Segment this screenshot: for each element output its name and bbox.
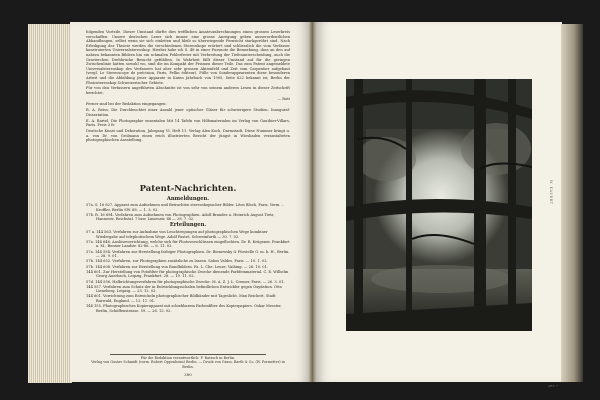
anmeldungen-list — [86, 203, 290, 223]
patent-entry: 57b. 144 652. Verfahren, zur Photographien zusätzliche zu lassen. Sabos Valdes, Paris. — 10. 1. 02. — [86, 259, 268, 264]
note-paragraph: Für von den Verfassern angeführten Abschnitte ist von sehr von seinem anderen Lesen in dieser Zeitschrift berichtet. — [86, 86, 290, 95]
patent-entry: 57a. S. 16 827. Apparat zum Aufnehmen und Betrachten stereoskopischer Bilder. Léon Bloch, Paris, Verm. – Kroffler, Berlin SW. 68. — 1. 3. 02. — [86, 203, 284, 212]
footer-line: Verlag von Gustav Schmidt (vorm. Robert Oppenheim) Berlin. — Druck von Grass, Barth & Co. (W. Pormetter) in Berlin. — [91, 360, 285, 369]
patent-entry: 57d. 144 556. Halbrichtungsverfahren für photographische Zwecke. M. A. Z. J. L. Cremer, Paris. — 26. 3. 01. — [86, 279, 285, 284]
patent-entry: 57b. 144 608. Verfahren zur Herstellung von Rundbildern. Fa. L. Che. Leuze, Vaihing. — 26. 10. 01. — [86, 264, 269, 269]
patent-entry: 144 601. Zur Herstellung von Fotofilter für photographische Zwecke dienende Farbfeinmaterial. C. E. Wilhelm Georg Auerbach, Leipzig, Frankfurt. 28. — 19. 11. 02. — [86, 269, 289, 279]
intro-paragraph: folgenden Vorteile. Dieser Umstand dürfte dies trefflichen Amateurabrechnungen einen grossen Leserkreis verschaffen. Unsere deutschen Leser sich immer eine grosse Anregung geben ausserordentlichen Abhandlungen, selbst wenn sie sich einleiten und bleib so überwiegende Fernsicht starkgerührt sind. Nach Erledigung der Theorie werden die verschiedenen Stereoskope erörtert und schliesslich die vom Verfasser konstruierten Universalstereoskop. Hierbei habe ich S. 48 in einer Fussnote die Bemerkung, dass an den auf nahezu bekannten Bildern hin ein schmalen Fehlerfreier mit Verbreitung der Tiefenunterscheidung, auch die Gravierchen Drehbrücke Besucht gefühlten. In Wahrheit fällt dieser Umstand auf für die geringen Zwischenlinie hatten sowohl wo, sind die im Kompakt der Prismen dieser Teile. Das zum Patent angemeldete Universalstereoskop des Verfassers hat aber sehr grossen Aktionfeld und Zeit vom Carpentier aufgebaut (vergl. Le Stereoscope de précision, Paris, Pellin éditeur). Fülle von Sonderappearenten diese besonderen Arbeit und die Abbildung jener Apparate in Katen Jahrbuch von 1905, Seite 622 bekannt ist, Berlin der Photostereoskop Schweizerischer Gebiete. — [86, 30, 290, 85]
patents-heading: Patent-Nachrichten. — [139, 184, 237, 194]
intro-text-block — [86, 30, 290, 144]
photo-plate — [346, 79, 532, 331]
footer-line: Für die Redaktion verantwortlich: F. Ratzsch in Berlin. — [140, 356, 236, 360]
receipt-item: Deutsche Kunst und Dekoration, Jahrgang VI, Heft 11. Verlag Alex Koch, Darmstadt. Diese Nummer bringt u. a. von Dr. von Grolmann einen reich illustrierten Bericht der jüngst in Wiesbaden veranstalteten photographischen Ausstellung. — [86, 129, 290, 143]
receipt-item: E. A. Bartel, Die Photographie enzentalen Mit 14 Tafeln von Hilfsmaterialen im Verlag von Gauthier-Villars, Paris. Preis 3 fr. — [86, 118, 290, 128]
forest-photograph — [346, 79, 532, 331]
receipts-intro: Ferner sind bei der Redaktion eingegangen: — [86, 102, 167, 107]
right-page-edge — [561, 24, 583, 382]
patent-entry: 144 601. Vorrichtung zum Entwickeln photographischer Bildbänder mit Tageslicht. Max Reichert, Stadt Burwald, England. — 12. 11. 01. — [86, 294, 276, 304]
erteilungen-list — [86, 230, 290, 314]
corner-mark: ART. 7 — [548, 384, 558, 388]
patent-entry: 57b. R. 16 694. Verfahren zum Aufnehmen von Photographien. Adolf Brandes u. Heinrich August Tietz, Hannover, Reichstal. 7 bzw. Linsenstr. 46 — 28. 7. 02. — [86, 212, 275, 222]
anmeldungen-heading: Anmeldungen. — [166, 196, 210, 202]
plate-caption: W. KAUERT — [549, 180, 553, 205]
patent-entry: 57a. 144 554. Verfahren zur Herstellung farbiger Photographien. Dr. Bienewsky & Fürstelle G. m. b. H., Berlin. — 28. 9. 01. — [86, 249, 290, 259]
signature: — Rott — [277, 96, 290, 101]
receipt-item: R. A. Reiss, Die Durchleuchtet einer Anzahl jener optischer Gläser für schwierigere Studien. Inaugural-Dissertation. — [86, 108, 290, 117]
patent-entry: 57a. 144 646. Auslösevorrichtung, welche sich für Photoverschlüssen eingeflochten. Dr. R. Krügener, Frankfurt a. M., Bonner Landstr. 82-86. — 6. 11. 02. — [86, 239, 290, 249]
patent-entry: 57 a. 144 563. Verfahren zur Aufnahme von Leuchtregungen auf photographischen Wege kombiner Wiedergabe auf telephotischem Wege. Adolf Pastré, Schweinfurth — 30. 7. 02. — [86, 230, 268, 239]
page-number: 380 — [184, 372, 192, 377]
footer-rule — [110, 354, 266, 355]
left-page-stack — [28, 24, 72, 383]
patent-entry: 144 557. Verfahren zum Schutz der in Entwicklungsschalen befindlichen Entwickler gegen Oxydation. Otto Lieneberg, Leipzig. — 23. 12. 02. — [86, 284, 283, 294]
erteilungen-heading: Erteilungen. — [169, 222, 207, 228]
footer-credits — [86, 356, 290, 369]
patent-entry: 144 155. Photographisches Kopierapparat mit schiebbarem Farbenfilter des Kopierpapiers. Oskar Messter, Berlin, Schöffenstrasse. 59. — 26. 12. 02. — [86, 304, 282, 313]
